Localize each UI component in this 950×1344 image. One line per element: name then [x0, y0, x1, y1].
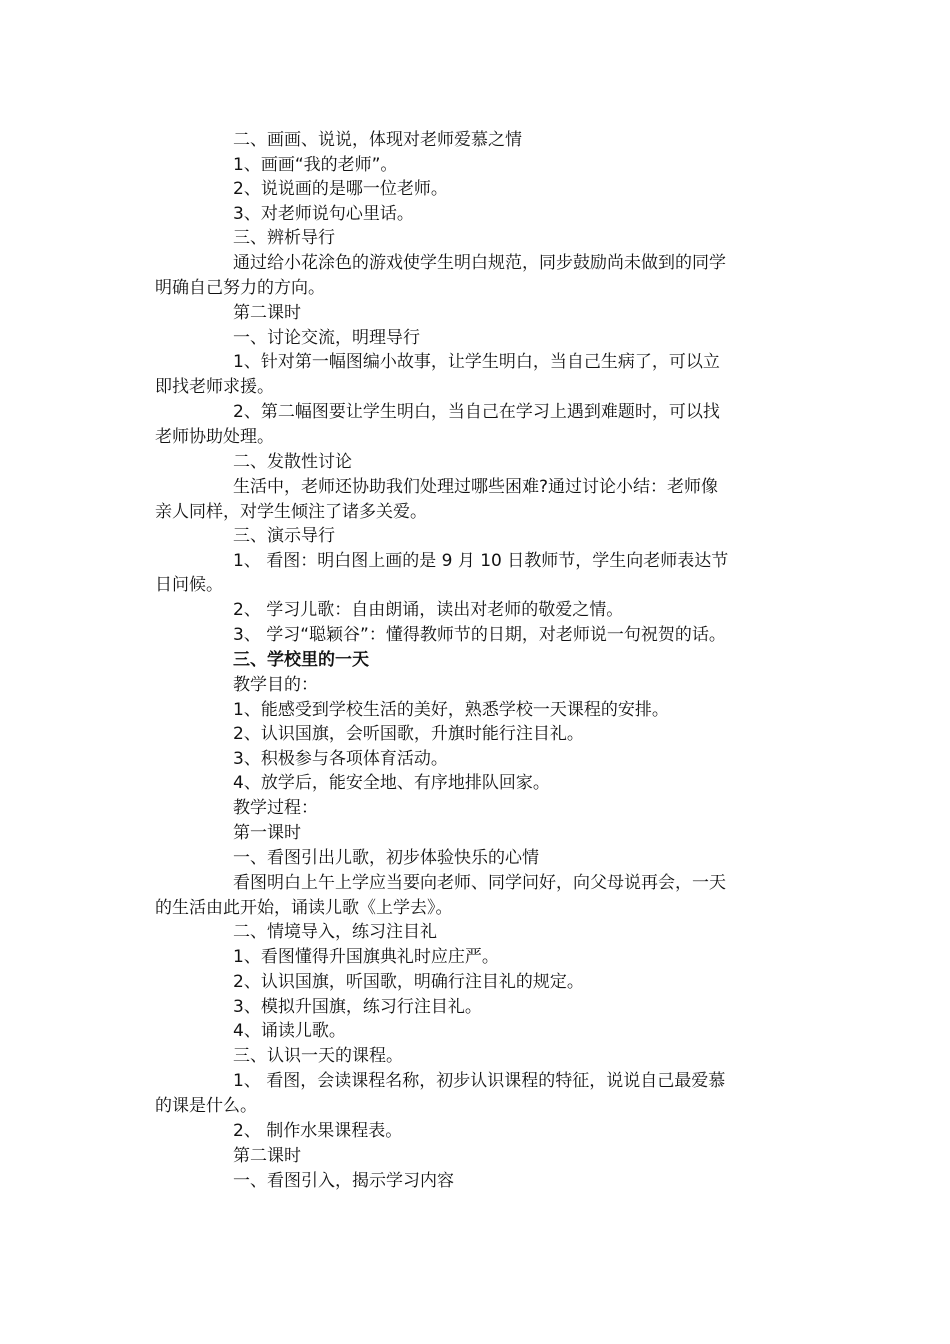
text-line: 1、针对第一幅图编小故事，让学生明白，当自己生病了，可以立: [233, 352, 720, 372]
text-line: 二、画画、说说，体现对老师爱慕之情: [233, 130, 522, 150]
text-line: 3、 学习“聪颖谷”：懂得教师节的日期，对老师说一句祝贺的话。: [233, 625, 726, 645]
text-line: 明确自己努力的方向。: [155, 278, 325, 298]
text-line: 二、情境导入，练习注目礼: [233, 922, 437, 942]
text-line: 1、看图懂得升国旗典礼时应庄严。: [233, 947, 499, 967]
text-line: 2、 学习儿歌：自由朗诵，读出对老师的敬爱之情。: [233, 600, 624, 620]
text-line: 老师协助处理。: [155, 427, 274, 447]
text-line: 3、对老师说句心里话。: [233, 204, 414, 224]
text-line: 一、看图引出儿歌，初步体验快乐的心情: [233, 848, 539, 868]
text-line: 通过给小花涂色的游戏使学生明白规范，同步鼓励尚未做到的同学: [233, 253, 726, 273]
text-line: 3、积极参与各项体育活动。: [233, 749, 448, 769]
text-line: 看图明白上午上学应当要向老师、同学问好，向父母说再会，一天: [233, 873, 726, 893]
text-line: 生活中，老师还协助我们处理过哪些困难?通过讨论小结：老师像: [233, 477, 719, 497]
text-line: 3、模拟升国旗，练习行注目礼。: [233, 997, 482, 1017]
text-line: 教学过程：: [233, 798, 318, 818]
text-line: 4、诵读儿歌。: [233, 1021, 346, 1041]
text-line: 三、辨析导行: [233, 228, 335, 248]
text-line: 2、认识国旗，听国歌，明确行注目礼的规定。: [233, 972, 584, 992]
text-line: 1、 看图，会读课程名称，初步认识课程的特征，说说自己最爱慕: [233, 1071, 726, 1091]
text-line: 的生活由此开始，诵读儿歌《上学去》。: [155, 898, 453, 918]
text-line: 1、 看图：明白图上画的是 9 月 10 日教师节，学生向老师表达节: [233, 551, 729, 571]
text-line: 第二课时: [233, 1146, 301, 1166]
text-line: 日问候。: [155, 575, 223, 595]
text-line: 即找老师求援。: [155, 377, 274, 397]
section-heading: 三、学校里的一天: [233, 650, 369, 670]
text-line: 一、讨论交流，明理导行: [233, 328, 420, 348]
text-line: 第二课时: [233, 303, 301, 323]
text-line: 2、 制作水果课程表。: [233, 1121, 403, 1141]
text-line: 2、第二幅图要让学生明白，当自己在学习上遇到难题时，可以找: [233, 402, 720, 422]
text-line: 2、认识国旗，会听国歌，升旗时能行注目礼。: [233, 724, 584, 744]
text-line: 三、认识一天的课程。: [233, 1046, 403, 1066]
text-line: 一、看图引入，揭示学习内容: [233, 1171, 454, 1191]
text-line: 2、说说画的是哪一位老师。: [233, 179, 448, 199]
text-line: 二、发散性讨论: [233, 452, 352, 472]
text-line: 1、能感受到学校生活的美好，熟悉学校一天课程的安排。: [233, 700, 669, 720]
text-line: 的课是什么。: [155, 1096, 257, 1116]
text-line: 第一课时: [233, 823, 301, 843]
text-line: 亲人同样，对学生倾注了诸多关爱。: [155, 502, 427, 522]
text-line: 教学目的：: [233, 675, 318, 695]
text-line: 1、画画“我的老师”。: [233, 155, 398, 175]
text-line: 4、放学后，能安全地、有序地排队回家。: [233, 773, 550, 793]
text-line: 三、演示导行: [233, 526, 335, 546]
